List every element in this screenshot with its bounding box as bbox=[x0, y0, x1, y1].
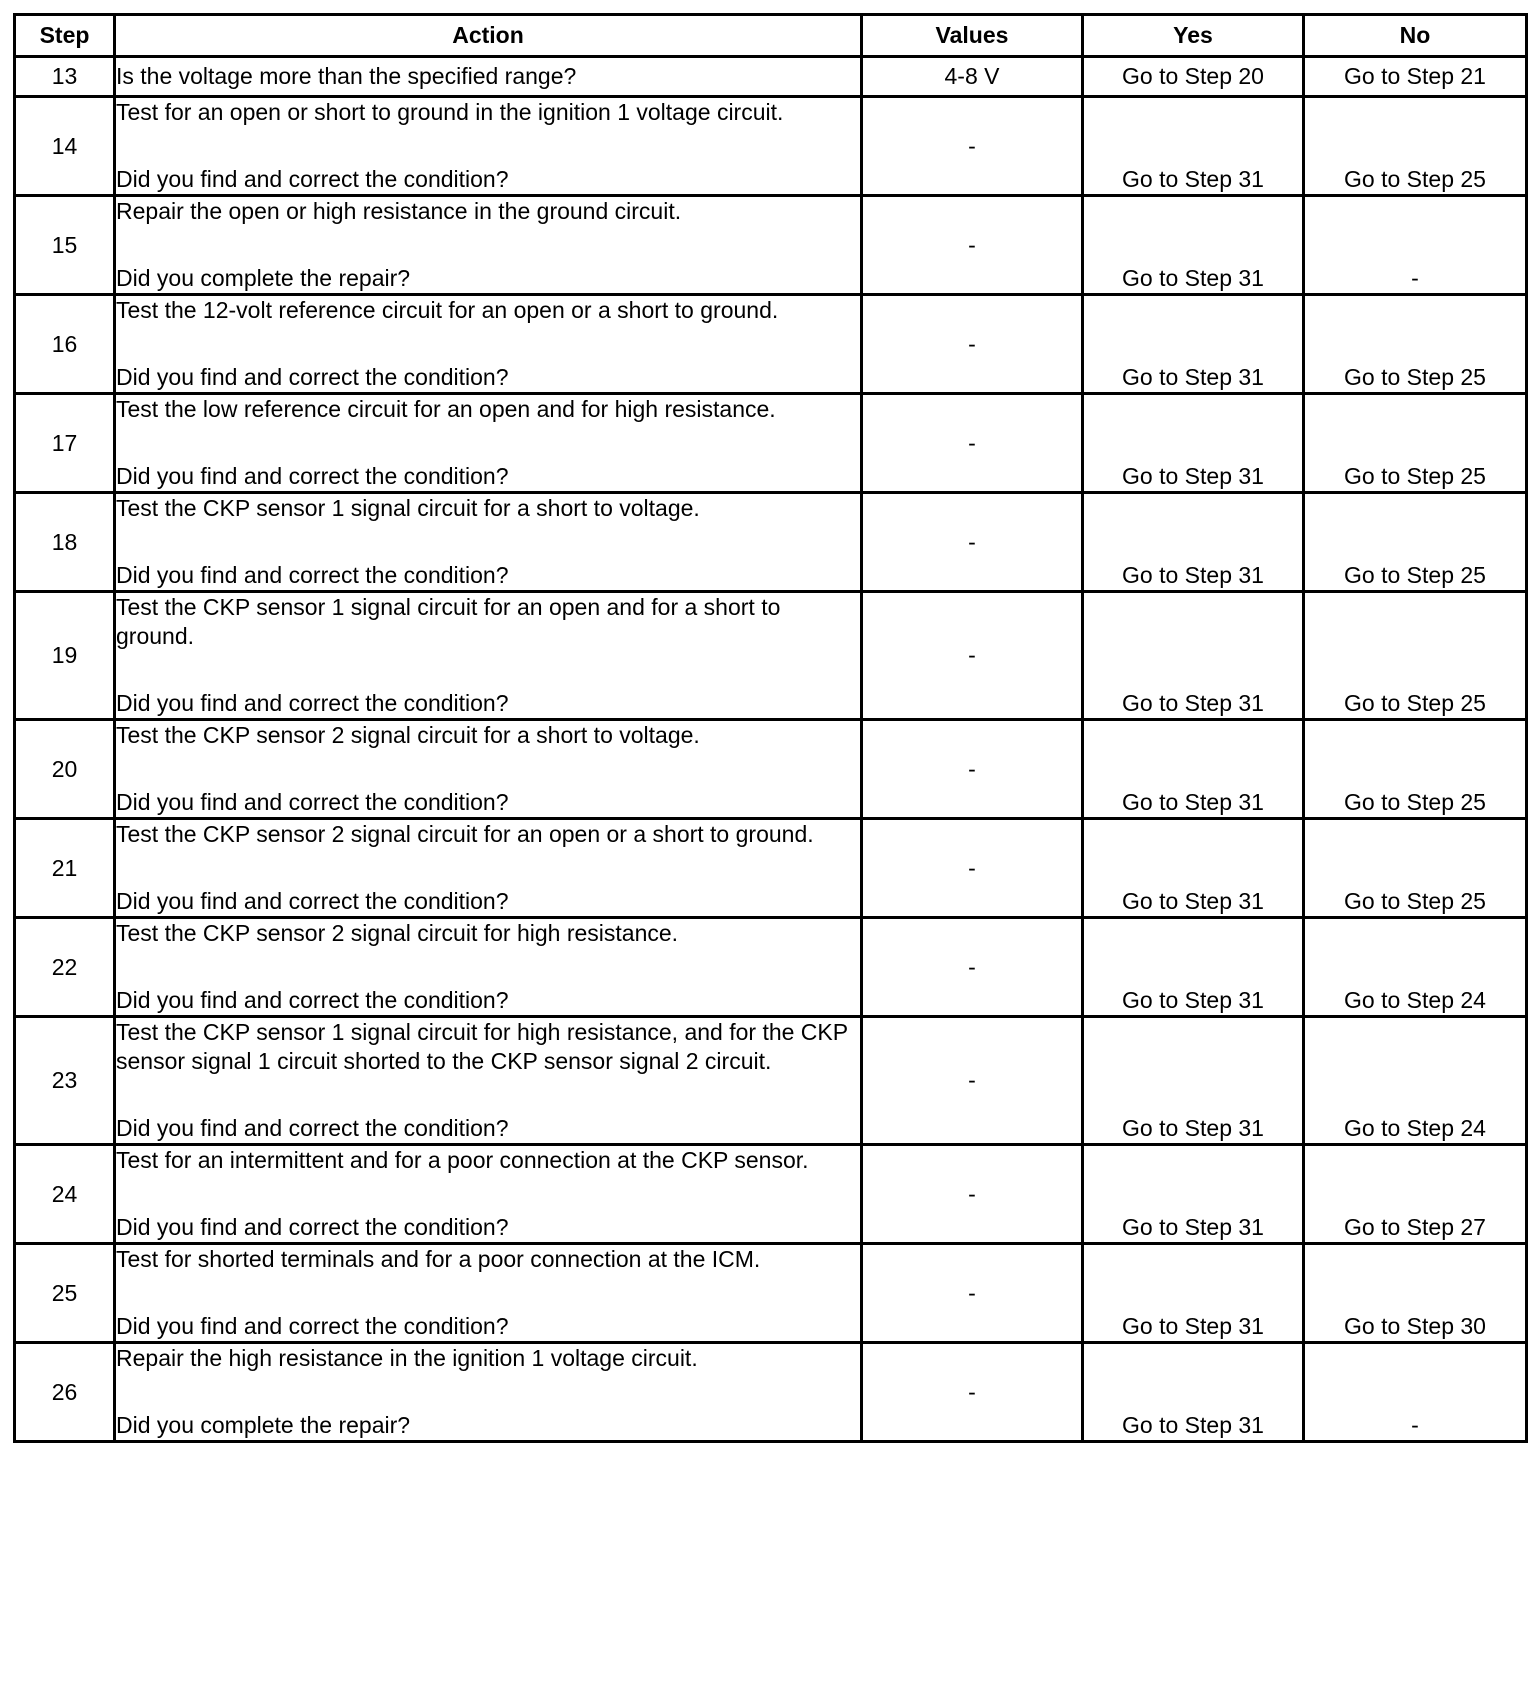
action-cell bbox=[115, 493, 862, 592]
action-instruction: Test the CKP sensor 2 signal circuit for a short to voltage. bbox=[116, 722, 700, 748]
step-number: 14 bbox=[15, 97, 115, 196]
values-cell: - bbox=[862, 97, 1083, 196]
table-row bbox=[15, 97, 1527, 196]
no-cell: Go to Step 25 bbox=[1304, 394, 1527, 493]
values-cell: - bbox=[862, 918, 1083, 1017]
no-cell: Go to Step 25 bbox=[1304, 720, 1527, 819]
action-instruction: Repair the open or high resistance in the ground circuit. bbox=[116, 198, 682, 224]
step-number: 26 bbox=[15, 1343, 115, 1442]
action-question: Did you complete the repair? bbox=[116, 265, 411, 291]
no-cell: Go to Step 30 bbox=[1304, 1244, 1527, 1343]
action-cell bbox=[115, 1017, 862, 1145]
yes-cell: Go to Step 31 bbox=[1083, 720, 1304, 819]
step-number: 13 bbox=[15, 57, 115, 97]
header-values: Values bbox=[862, 15, 1083, 57]
action-cell bbox=[115, 97, 862, 196]
no-cell: Go to Step 24 bbox=[1304, 1017, 1527, 1145]
action-question: Did you find and correct the condition? bbox=[116, 562, 509, 588]
step-number: 22 bbox=[15, 918, 115, 1017]
yes-cell: Go to Step 31 bbox=[1083, 97, 1304, 196]
table-row bbox=[15, 295, 1527, 394]
step-number: 19 bbox=[15, 592, 115, 720]
action-question: Did you find and correct the condition? bbox=[116, 1313, 509, 1339]
values-cell: - bbox=[862, 592, 1083, 720]
action-question: Did you find and correct the condition? bbox=[116, 690, 509, 716]
action-instruction: Test the CKP sensor 1 signal circuit for a short to voltage. bbox=[116, 495, 700, 521]
header-step: Step bbox=[15, 15, 115, 57]
yes-cell: Go to Step 31 bbox=[1083, 1244, 1304, 1343]
step-number: 16 bbox=[15, 295, 115, 394]
no-cell: Go to Step 21 bbox=[1304, 57, 1527, 97]
step-number: 18 bbox=[15, 493, 115, 592]
table-row bbox=[15, 819, 1527, 918]
action-cell bbox=[115, 1343, 862, 1442]
header-action: Action bbox=[115, 15, 862, 57]
header-no: No bbox=[1304, 15, 1527, 57]
yes-cell: Go to Step 31 bbox=[1083, 1343, 1304, 1442]
action-instruction: Test for shorted terminals and for a poor connection at the ICM. bbox=[116, 1246, 761, 1272]
no-cell: - bbox=[1304, 196, 1527, 295]
action-cell bbox=[115, 1145, 862, 1244]
step-number: 25 bbox=[15, 1244, 115, 1343]
action-question: Did you complete the repair? bbox=[116, 1412, 411, 1438]
step-number: 20 bbox=[15, 720, 115, 819]
values-cell: - bbox=[862, 819, 1083, 918]
action-cell bbox=[115, 819, 862, 918]
no-cell: Go to Step 25 bbox=[1304, 592, 1527, 720]
action-cell bbox=[115, 918, 862, 1017]
action-instruction: Test for an intermittent and for a poor connection at the CKP sensor. bbox=[116, 1147, 809, 1173]
table-row bbox=[15, 918, 1527, 1017]
yes-cell: Go to Step 31 bbox=[1083, 295, 1304, 394]
table-row bbox=[15, 1244, 1527, 1343]
action-instruction: Test for an open or short to ground in the ignition 1 voltage circuit. bbox=[116, 99, 784, 125]
action-instruction: Test the CKP sensor 1 signal circuit for an open and for a short to ground. bbox=[116, 594, 781, 649]
action-cell bbox=[115, 720, 862, 819]
action-instruction: Test the CKP sensor 2 signal circuit for high resistance. bbox=[116, 920, 679, 946]
action-instruction: Test the low reference circuit for an open and for high resistance. bbox=[116, 396, 776, 422]
action-question: Did you find and correct the condition? bbox=[116, 364, 509, 390]
yes-cell: Go to Step 31 bbox=[1083, 394, 1304, 493]
no-cell: Go to Step 24 bbox=[1304, 918, 1527, 1017]
no-cell: Go to Step 27 bbox=[1304, 1145, 1527, 1244]
values-cell: - bbox=[862, 493, 1083, 592]
yes-cell: Go to Step 31 bbox=[1083, 819, 1304, 918]
action-question: Did you find and correct the condition? bbox=[116, 1214, 509, 1240]
values-cell: - bbox=[862, 720, 1083, 819]
table-row bbox=[15, 1343, 1527, 1442]
action-cell bbox=[115, 1244, 862, 1343]
yes-cell: Go to Step 31 bbox=[1083, 196, 1304, 295]
action-instruction: Is the voltage more than the specified range? bbox=[116, 63, 577, 89]
action-instruction: Test the 12-volt reference circuit for an open or a short to ground. bbox=[116, 297, 779, 323]
action-cell bbox=[115, 295, 862, 394]
table-row bbox=[15, 1017, 1527, 1145]
step-number: 15 bbox=[15, 196, 115, 295]
table-row bbox=[15, 57, 1527, 97]
action-instruction: Repair the high resistance in the ignition 1 voltage circuit. bbox=[116, 1345, 698, 1371]
step-number: 23 bbox=[15, 1017, 115, 1145]
action-question: Did you find and correct the condition? bbox=[116, 166, 509, 192]
values-cell: - bbox=[862, 394, 1083, 493]
diagnostic-table bbox=[13, 13, 1528, 1443]
action-question: Did you find and correct the condition? bbox=[116, 888, 509, 914]
header-row bbox=[15, 15, 1527, 57]
values-cell: - bbox=[862, 1244, 1083, 1343]
no-cell: Go to Step 25 bbox=[1304, 819, 1527, 918]
no-cell: Go to Step 25 bbox=[1304, 295, 1527, 394]
action-question: Did you find and correct the condition? bbox=[116, 463, 509, 489]
no-cell: - bbox=[1304, 1343, 1527, 1442]
action-question: Did you find and correct the condition? bbox=[116, 789, 509, 815]
values-cell: 4-8 V bbox=[862, 57, 1083, 97]
table-row bbox=[15, 720, 1527, 819]
step-number: 17 bbox=[15, 394, 115, 493]
yes-cell: Go to Step 20 bbox=[1083, 57, 1304, 97]
action-cell bbox=[115, 196, 862, 295]
action-cell bbox=[115, 592, 862, 720]
yes-cell: Go to Step 31 bbox=[1083, 493, 1304, 592]
action-instruction: Test the CKP sensor 1 signal circuit for high resistance, and for the CKP sensor signal 1 circuit shorted to the CKP sensor signal 2 circuit. bbox=[116, 1019, 848, 1074]
values-cell: - bbox=[862, 1017, 1083, 1145]
values-cell: - bbox=[862, 295, 1083, 394]
values-cell: - bbox=[862, 1343, 1083, 1442]
yes-cell: Go to Step 31 bbox=[1083, 1017, 1304, 1145]
no-cell: Go to Step 25 bbox=[1304, 97, 1527, 196]
values-cell: - bbox=[862, 1145, 1083, 1244]
yes-cell: Go to Step 31 bbox=[1083, 918, 1304, 1017]
no-cell: Go to Step 25 bbox=[1304, 493, 1527, 592]
step-number: 21 bbox=[15, 819, 115, 918]
action-question: Did you find and correct the condition? bbox=[116, 1115, 509, 1141]
yes-cell: Go to Step 31 bbox=[1083, 1145, 1304, 1244]
values-cell: - bbox=[862, 196, 1083, 295]
table-row bbox=[15, 394, 1527, 493]
table-row bbox=[15, 592, 1527, 720]
action-instruction: Test the CKP sensor 2 signal circuit for an open or a short to ground. bbox=[116, 821, 814, 847]
step-number: 24 bbox=[15, 1145, 115, 1244]
yes-cell: Go to Step 31 bbox=[1083, 592, 1304, 720]
action-question: Did you find and correct the condition? bbox=[116, 987, 509, 1013]
action-cell bbox=[115, 57, 862, 97]
action-cell bbox=[115, 394, 862, 493]
header-yes: Yes bbox=[1083, 15, 1304, 57]
table-row bbox=[15, 1145, 1527, 1244]
table-row bbox=[15, 493, 1527, 592]
table-row bbox=[15, 196, 1527, 295]
